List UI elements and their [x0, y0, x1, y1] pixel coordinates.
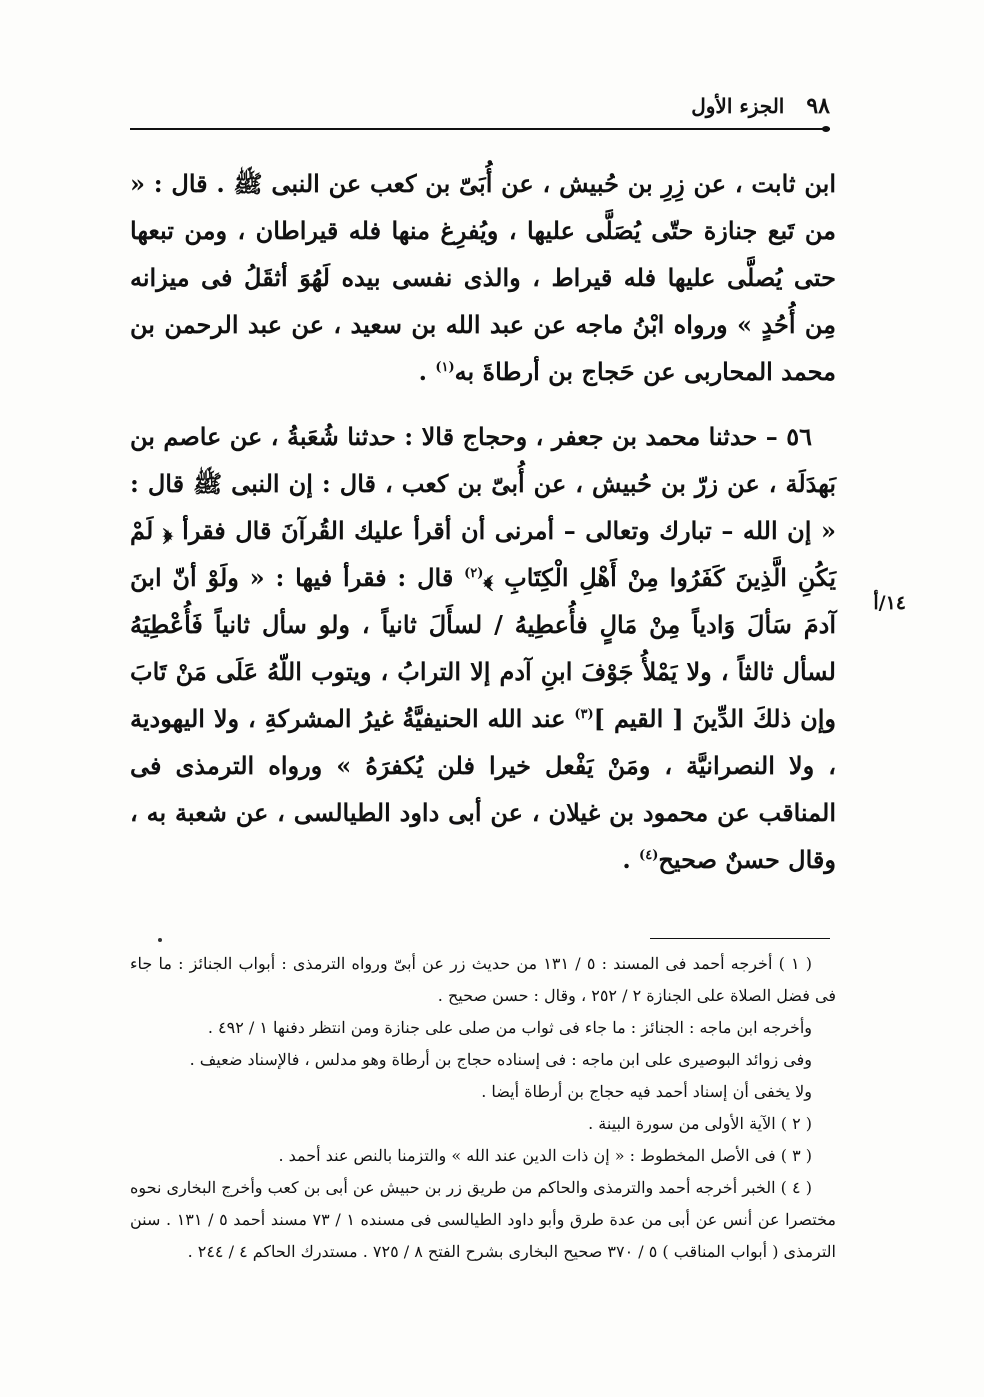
footnote-4: ( ٤ ) الخبر أخرجه أحمد والترمذى والحاكم من طريق زر بن حبيش عن أبى بن كعب وأخرج البخارى نحوه مختصرا عن أنس عن أبى من عدة طرق وأبو داود الطيالسى فى مسنده ١ / ٧٣ مسند أحمد ٥ / ١٣١ . سنن الترمذى ( أبواب المناقب ) ٥ / ٣٧٠ صحيح البخارى بشرح الفتح ٨ / ٧٢٥ . مستدرك الحاكم ٤ / ٢٤٤ . [130, 1178, 837, 1261]
page-header [130, 86, 830, 126]
footnote-ref-4: (٤) [639, 848, 659, 863]
footnote-ref-3: (٣) [574, 707, 594, 722]
page-number: ٩٨ [806, 93, 830, 119]
footnote-3: ( ٣ ) فى الأصل المخطوط : « إن ذات الدين عند الله » والتزمنا بالنص عند أحمد . [278, 1146, 812, 1165]
footnote-ref-1: (١) [435, 360, 455, 375]
header-rule [130, 128, 830, 130]
footnote-1-cont-c: ولا يخفى أن إسناد أحمد فيه حجاج بن أرطاة أيضا . [481, 1082, 812, 1101]
footnote-1-cont-b: وفى زوائد البوصيرى على ابن ماجه : فى إسناده حجاج بن أرطاة وهو مدلس ، فالإسناد ضعيف . [189, 1050, 812, 1069]
footnote-1: ( ١ ) أخرجه أحمد فى المسند : ٥ / ١٣١ من حديث زر عن أبىّ ورواه الترمذى : أبواب الجنائز : ما جاء فى فضل الصلاة على الجنازة ٢ / ٢٥٢ ، وقال : حسن صحيح . [130, 954, 836, 1005]
footnote-ref-2: (٢) [464, 566, 484, 581]
paragraph-hadith-56: ٥٦ – حدثنا محمد بن جعفر ، وحجاج قالا : حدثنا شُعَبةُ ، عن عاصم بن بَهدَلَة ، عن زرّ بن حُبيش ، عن أُبىّ بن كعب ، قال : إن النبى ﷺ قال : « إن الله – تبارك وتعالى – أمرنى أن أقرأ عليك القُرآنَ قال فقرأ ﴿ لَمْ يَكُنِ الَّذِينَ كَفَرُوا مِنْ أَهْلِ الْكِتَابِ ﴾$^{(٢)}$ قال : فقرأ فيها : « ولَوْ أنّ ابنَ آدمَ سَألَ وَادياً مِنْ مَالٍ فأُعطِيهُ / لسأَلَ ثانياً ، ولو سأل ثانياً فَأُعْطِيَهُ لسأل ثالثاً ، ولا يَمْلأُ جَوْفَ ابنِ آدم إلا الترابُ ، ويتوب اللّهُ عَلَى مَنْ تَابَ وإن ذلكَ الدِّينَ [ القيم ]$^{(٣)}$ عند الله الحنيفيَّةُ غيرُ المشركةِ ، ولا اليهودية ، ولا النصرانيَّة ، ومَنْ يَفْعل خيرا فلن يُكفرَهُ » ورواه الترمذى فى المناقب عن محمود بن غيلان ، عن أبى داود الطيالسى ، عن شعبة به ، وقال حسنٌ صحيح$^{(٤)}$ . [130, 422, 836, 874]
main-text [130, 160, 836, 883]
manuscript-folio-marker: ١٤/أ [873, 592, 906, 614]
paragraph-hadith-55-end: ابن ثابت ، عن زِرِ بن حُبيش ، عن أُبَىّ بن كعب عن النبى ﷺ . قال : « من تَبع جنازة حتّى يُصَلَّى عليها ، ويُفرِغ منها فله قيراطان ، ومن تبعها حتى يُصلَّى عليها فله قيراط ، والذى نفسى بيده لَهُوَ أثقَلُ فى ميزانه مِن أُحُدٍ » ورواه ابْنُ ماجه عن عبد الله بن سعيد ، عن عبد الرحمن بن محمد المحاربى عن حَجاج بن أرطاةَ به$^{(١)}$ . [130, 169, 836, 386]
footnote-1-cont-a: وأخرجه ابن ماجه : الجنائز : ما جاء فى ثواب من صلى على جنازة ومن انتظر دفنها ١ / ٤٩٢ . [207, 1018, 812, 1037]
footnote-2: ( ٢ ) الآية الأولى من سورة البينة . [588, 1114, 812, 1133]
footnote-rule [650, 938, 830, 939]
print-speck [158, 938, 162, 942]
footnotes [130, 948, 836, 1268]
running-title: الجزء الأول [691, 94, 785, 118]
